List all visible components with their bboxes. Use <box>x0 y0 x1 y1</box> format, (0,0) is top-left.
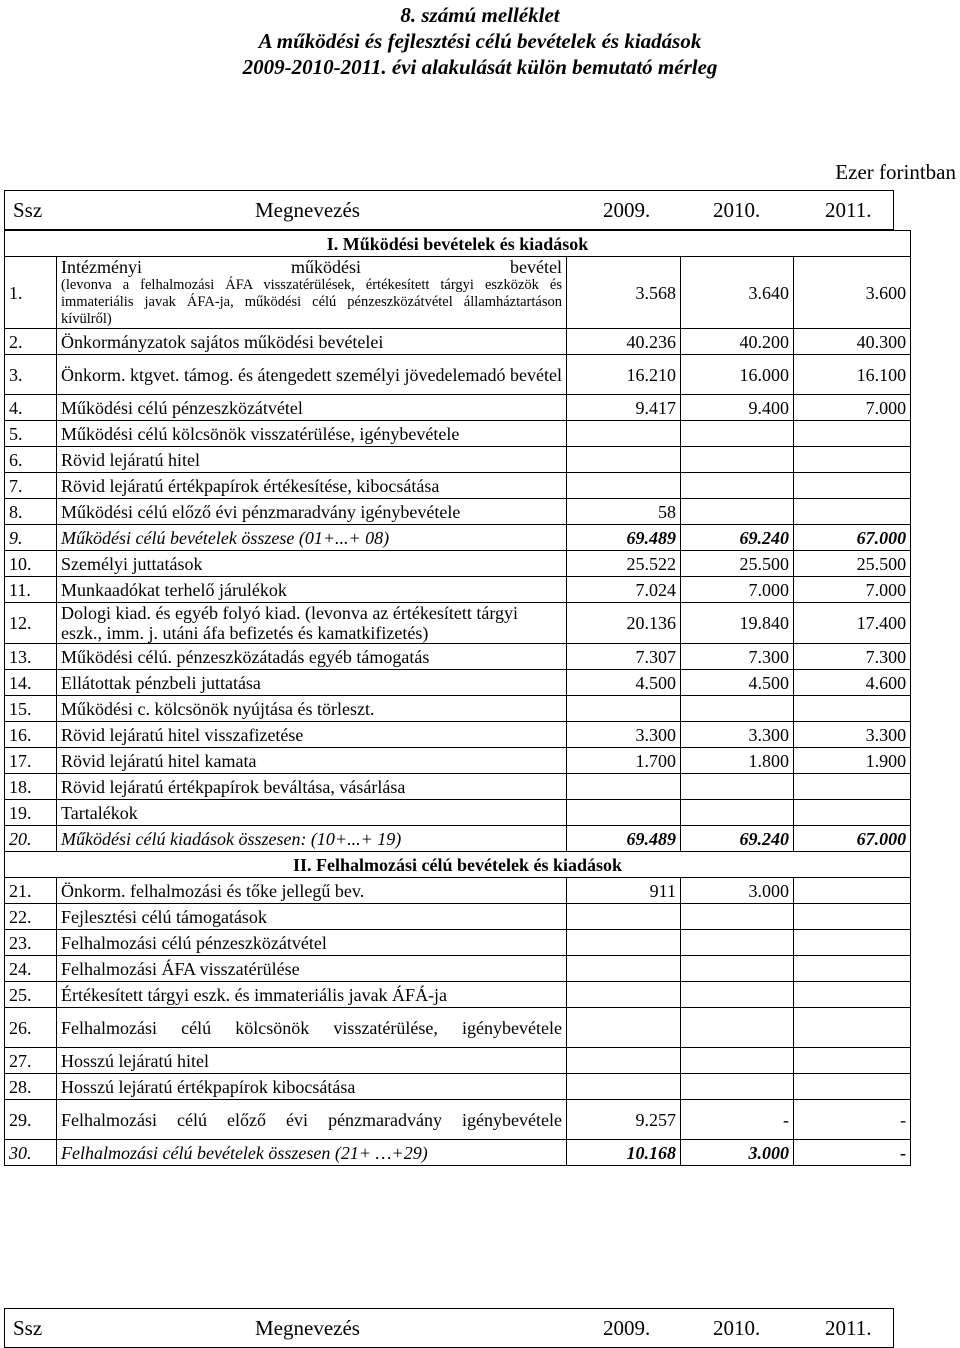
row-name <box>57 1140 567 1166</box>
row-name <box>57 878 567 904</box>
value-2009: 3.300 <box>567 722 681 748</box>
row-name-text: Működési célú előző évi pénzmaradvány igénybevétele <box>61 501 461 522</box>
row-name <box>57 395 567 421</box>
table-row <box>5 1100 911 1140</box>
value-2010 <box>681 696 794 722</box>
value-2009: 16.210 <box>567 355 681 395</box>
row-name <box>57 670 567 696</box>
row-number: 3. <box>5 355 57 395</box>
value-2009 <box>567 421 681 447</box>
row-name <box>57 748 567 774</box>
value-2009: 40.236 <box>567 329 681 355</box>
value-2010: 7.000 <box>681 577 794 603</box>
value-2010: 3.300 <box>681 722 794 748</box>
table-row <box>5 722 911 748</box>
row-number: 13. <box>5 644 57 670</box>
value-2010 <box>681 904 794 930</box>
table-row <box>5 551 911 577</box>
row-name-text: Rövid lejáratú hitel <box>61 449 200 470</box>
row-name-text: Felhalmozási célú kölcsönök visszatérülése, igénybevétele <box>61 1017 562 1038</box>
value-2009: 911 <box>567 878 681 904</box>
table-row <box>5 1048 911 1074</box>
value-2010 <box>681 930 794 956</box>
value-2010: 7.300 <box>681 644 794 670</box>
value-2011 <box>794 956 911 982</box>
table-row <box>5 1140 911 1166</box>
row-name-text: Dologi kiad. és egyéb folyó kiad. (levonva az értékesített tárgyi eszk., imm. j. utáni áfa befizetés és kamatkifizetés) <box>61 603 519 643</box>
row-name-text: Működési célú pénzeszközátvétel <box>61 397 303 418</box>
annex-number: 8. számú melléklet <box>400 3 560 27</box>
row-name <box>57 473 567 499</box>
row-name-text: Működési célú. pénzeszközátadás egyéb támogatás <box>61 646 430 667</box>
row-name <box>57 930 567 956</box>
value-2009: 1.700 <box>567 748 681 774</box>
row-name-text: Rövid lejáratú értékpapírok beváltása, vásárlása <box>61 776 406 797</box>
row-name-text: Munkaadókat terhelő járulékok <box>61 579 287 600</box>
row-name <box>57 499 567 525</box>
col-name: Megnevezés <box>255 198 360 222</box>
value-2011: 3.600 <box>794 257 911 329</box>
value-2009 <box>567 1048 681 1074</box>
value-2011: 1.900 <box>794 748 911 774</box>
row-name <box>57 447 567 473</box>
row-number: 18. <box>5 774 57 800</box>
value-2011: 3.300 <box>794 722 911 748</box>
value-2009: 7.307 <box>567 644 681 670</box>
table-row <box>5 355 911 395</box>
row-name-text: Működési c. kölcsönök nyújtása és törleszt. <box>61 698 375 719</box>
table-row <box>5 774 911 800</box>
row-name-text: Felhalmozási célú előző évi pénzmaradvány igénybevétele <box>61 1109 562 1130</box>
row-name-text: Működési célú bevételek összese (01+...+ 08) <box>61 527 390 548</box>
row-name-text: Működési célú kölcsönök visszatérülése, igénybevétele <box>61 423 460 444</box>
value-2010 <box>681 982 794 1008</box>
col-2009: 2009. <box>603 1316 651 1340</box>
value-2011: 7.000 <box>794 577 911 603</box>
row-name-text: Felhalmozási ÁFA visszatérülése <box>61 958 300 979</box>
table-row <box>5 473 911 499</box>
value-2009 <box>567 696 681 722</box>
table-row <box>5 826 911 852</box>
value-2009: 4.500 <box>567 670 681 696</box>
row-name-text: Önkorm. ktgvet. támog. és átengedett személyi jövedelemadó bevétel <box>61 364 562 385</box>
value-2011: 4.600 <box>794 670 911 696</box>
table-row <box>5 1074 911 1100</box>
value-2009 <box>567 447 681 473</box>
value-2010 <box>681 800 794 826</box>
row-number: 7. <box>5 473 57 499</box>
table-row <box>5 257 911 329</box>
row-number: 14. <box>5 670 57 696</box>
value-2011 <box>794 904 911 930</box>
balance-table <box>4 230 911 1166</box>
value-2009: 69.489 <box>567 826 681 852</box>
row-name <box>57 525 567 551</box>
row-name-text: Értékesített tárgyi eszk. és immateriális javak ÁFÁ-ja <box>61 984 448 1005</box>
value-2010: 3.000 <box>681 1140 794 1166</box>
value-2010: 3.640 <box>681 257 794 329</box>
row-name-text: Hosszú lejáratú hitel <box>61 1050 209 1071</box>
row-name <box>57 329 567 355</box>
value-2010: 3.000 <box>681 878 794 904</box>
table-row <box>5 748 911 774</box>
value-2009 <box>567 473 681 499</box>
value-2011: 67.000 <box>794 525 911 551</box>
value-2011 <box>794 1074 911 1100</box>
col-name: Megnevezés <box>255 1316 360 1340</box>
value-2009: 9.257 <box>567 1100 681 1140</box>
row-name <box>57 774 567 800</box>
row-name-text: Működési célú kiadások összesen: (10+...+ 19) <box>61 828 402 849</box>
value-2011: - <box>794 1140 911 1166</box>
row-name-text: Önkormányzatok sajátos működési bevételei <box>61 331 384 352</box>
row-number: 28. <box>5 1074 57 1100</box>
value-2010: 69.240 <box>681 525 794 551</box>
table-row <box>5 982 911 1008</box>
row-name-text: Rövid lejáratú értékpapírok értékesítése, kibocsátása <box>61 475 440 496</box>
column-header <box>4 190 894 230</box>
section-row <box>5 231 911 257</box>
table-row <box>5 800 911 826</box>
row-number: 21. <box>5 878 57 904</box>
value-2011 <box>794 499 911 525</box>
value-2010: 16.000 <box>681 355 794 395</box>
table-row <box>5 421 911 447</box>
value-2010 <box>681 421 794 447</box>
row-number: 10. <box>5 551 57 577</box>
value-2010: 4.500 <box>681 670 794 696</box>
row-name <box>57 1048 567 1074</box>
row-number: 12. <box>5 603 57 644</box>
table-row <box>5 525 911 551</box>
table-row <box>5 447 911 473</box>
value-2009: 9.417 <box>567 395 681 421</box>
row-number: 6. <box>5 447 57 473</box>
row-name-text: Rövid lejáratú hitel visszafizetése <box>61 724 304 745</box>
row-number: 5. <box>5 421 57 447</box>
col-ssz: Ssz <box>13 198 43 222</box>
value-2009: 69.489 <box>567 525 681 551</box>
row-name <box>57 904 567 930</box>
table-row <box>5 956 911 982</box>
value-2011: 25.500 <box>794 551 911 577</box>
value-2011 <box>794 982 911 1008</box>
row-name-main: Intézményi működési bevétel <box>61 257 562 277</box>
value-2010: 1.800 <box>681 748 794 774</box>
unit-label: Ezer forintban <box>835 160 956 184</box>
row-name-text: Önkorm. felhalmozási és tőke jellegű bev. <box>61 880 365 901</box>
value-2010 <box>681 447 794 473</box>
col-2010: 2010. <box>713 1316 761 1340</box>
value-2011 <box>794 774 911 800</box>
value-2009: 25.522 <box>567 551 681 577</box>
value-2010: 25.500 <box>681 551 794 577</box>
table-row <box>5 1008 911 1048</box>
row-name-text: Rövid lejáratú hitel kamata <box>61 750 257 771</box>
value-2010: - <box>681 1100 794 1140</box>
row-number: 30. <box>5 1140 57 1166</box>
row-number: 19. <box>5 800 57 826</box>
row-name <box>57 257 567 329</box>
value-2010: 69.240 <box>681 826 794 852</box>
table-row <box>5 670 911 696</box>
table-row <box>5 499 911 525</box>
row-number: 27. <box>5 1048 57 1074</box>
col-ssz: Ssz <box>13 1316 43 1340</box>
table-row <box>5 904 911 930</box>
section-title: I. Működési bevételek és kiadások <box>5 231 911 257</box>
section-row <box>5 852 911 878</box>
value-2010: 9.400 <box>681 395 794 421</box>
row-number: 26. <box>5 1008 57 1048</box>
row-number: 23. <box>5 930 57 956</box>
row-number: 22. <box>5 904 57 930</box>
value-2009 <box>567 1008 681 1048</box>
table-row <box>5 603 911 644</box>
row-number: 20. <box>5 826 57 852</box>
row-number: 16. <box>5 722 57 748</box>
table-row <box>5 878 911 904</box>
value-2010 <box>681 1008 794 1048</box>
value-2009 <box>567 1074 681 1100</box>
row-number: 1. <box>5 257 57 329</box>
row-number: 29. <box>5 1100 57 1140</box>
value-2011 <box>794 1008 911 1048</box>
value-2010 <box>681 1048 794 1074</box>
row-number: 8. <box>5 499 57 525</box>
col-2010: 2010. <box>713 198 761 222</box>
table-row <box>5 395 911 421</box>
table-row <box>5 644 911 670</box>
row-name-text: Felhalmozási célú pénzeszközátvétel <box>61 932 327 953</box>
value-2009: 58 <box>567 499 681 525</box>
row-name <box>57 421 567 447</box>
table-row <box>5 329 911 355</box>
row-name <box>57 826 567 852</box>
row-name <box>57 355 567 395</box>
row-number: 25. <box>5 982 57 1008</box>
row-number: 4. <box>5 395 57 421</box>
row-number: 9. <box>5 525 57 551</box>
value-2011: 7.300 <box>794 644 911 670</box>
value-2011 <box>794 878 911 904</box>
value-2009 <box>567 956 681 982</box>
row-number: 15. <box>5 696 57 722</box>
value-2011: 67.000 <box>794 826 911 852</box>
value-2011 <box>794 800 911 826</box>
value-2009 <box>567 774 681 800</box>
document-subtitle: 2009-2010-2011. évi alakulását külön bemutató mérleg <box>242 55 718 79</box>
col-2011: 2011. <box>825 198 872 222</box>
value-2011 <box>794 447 911 473</box>
row-name <box>57 800 567 826</box>
value-2011 <box>794 930 911 956</box>
row-name <box>57 956 567 982</box>
value-2011: 16.100 <box>794 355 911 395</box>
row-name-text: Személyi juttatások <box>61 553 203 574</box>
row-name <box>57 1100 567 1140</box>
value-2009 <box>567 982 681 1008</box>
table-row <box>5 696 911 722</box>
row-name-text: Tartalékok <box>61 802 138 823</box>
row-name <box>57 1008 567 1048</box>
value-2009: 10.168 <box>567 1140 681 1166</box>
value-2011 <box>794 473 911 499</box>
value-2009 <box>567 800 681 826</box>
row-number: 11. <box>5 577 57 603</box>
value-2011: 17.400 <box>794 603 911 644</box>
row-name <box>57 722 567 748</box>
value-2010 <box>681 956 794 982</box>
row-name <box>57 551 567 577</box>
row-name <box>57 644 567 670</box>
section-title: II. Felhalmozási célú bevételek és kiadások <box>5 852 911 878</box>
document-title: A működési és fejlesztési célú bevételek és kiadások <box>258 29 702 53</box>
value-2011: - <box>794 1100 911 1140</box>
row-number: 17. <box>5 748 57 774</box>
value-2010 <box>681 499 794 525</box>
row-name-text: Fejlesztési célú támogatások <box>61 906 267 927</box>
value-2009 <box>567 904 681 930</box>
value-2011: 7.000 <box>794 395 911 421</box>
value-2009: 3.568 <box>567 257 681 329</box>
table-row <box>5 930 911 956</box>
row-name <box>57 603 567 644</box>
value-2011 <box>794 696 911 722</box>
row-name <box>57 1074 567 1100</box>
row-name <box>57 982 567 1008</box>
value-2009: 7.024 <box>567 577 681 603</box>
value-2011: 40.300 <box>794 329 911 355</box>
table-row <box>5 577 911 603</box>
row-name-text: Hosszú lejáratú értékpapírok kibocsátása <box>61 1076 356 1097</box>
row-name-text: Ellátottak pénzbeli juttatása <box>61 672 261 693</box>
row-name-text: Felhalmozási célú bevételek összesen (21+ …+29) <box>61 1142 428 1163</box>
col-2011: 2011. <box>825 1316 872 1340</box>
row-number: 24. <box>5 956 57 982</box>
row-name-note: (levonva a felhalmozási ÁFA visszatérülések, értékesített tárgyi eszközök és immateriális javak ÁFA-ja, működési célú pénzeszközátvétel államháztartáson kívülről) <box>61 277 562 327</box>
value-2011 <box>794 1048 911 1074</box>
column-header-repeat <box>4 1308 894 1348</box>
value-2010: 19.840 <box>681 603 794 644</box>
value-2010 <box>681 774 794 800</box>
value-2010 <box>681 473 794 499</box>
value-2010 <box>681 1074 794 1100</box>
col-2009: 2009. <box>603 198 651 222</box>
value-2010: 40.200 <box>681 329 794 355</box>
row-name <box>57 577 567 603</box>
value-2011 <box>794 421 911 447</box>
row-name <box>57 696 567 722</box>
row-number: 2. <box>5 329 57 355</box>
value-2009: 20.136 <box>567 603 681 644</box>
value-2009 <box>567 930 681 956</box>
